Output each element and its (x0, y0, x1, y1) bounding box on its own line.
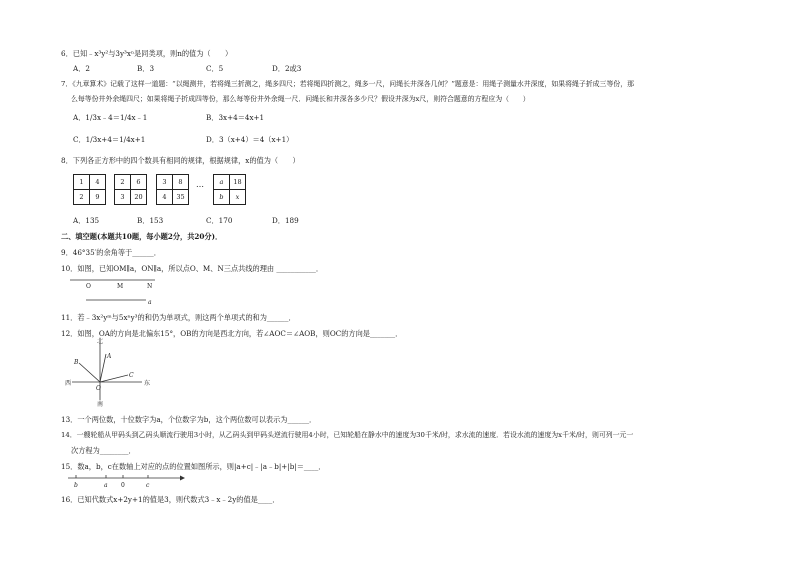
question-14-line2: 次方程为________． (71, 446, 136, 455)
arrow-icon (180, 476, 185, 481)
square-cell: 18 (230, 175, 246, 190)
question-9: 9．46°35′的余角等于______． (61, 248, 161, 257)
question-7-stem-line1: 7．《九章算术》记载了这样一道题：“以绳测井，若将绳三折测之，绳多四尺；若将绳四折测之，绳多一尺，问绳长井深各几何？”题意是：用绳子测量水井深度，如果将绳子折成三等份，那 (61, 80, 635, 88)
q10-figure (70, 276, 160, 306)
label-a: a (148, 299, 152, 306)
square-cell: 2 (74, 190, 90, 205)
question-14-line1: 14．一艘轮船从甲码头到乙码头顺流行驶用3小时，从乙码头到甲码头逆流行驶用4小时，已知轮船在静水中的速度为30千米/时，求水流的速度．若设水流的速度为x千米/时，则可列一元一 (61, 431, 634, 439)
q8-option-c: C．170 (206, 216, 233, 225)
question-11: 11．若﹣3x²yᵐ与5xⁿy³的和仍为单项式，则这两个单项式的和为______． (61, 313, 296, 322)
label-zero: 0 (121, 482, 125, 489)
question-15-stem: 15．数a，b，c在数轴上对应的点的位置如图所示，则|a+c|﹣|a﹣b|+|b|＝____． (61, 462, 326, 471)
question-12-stem: 12．如图，OA的方向是北偏东15°，OB的方向是西北方向，若∠AOC＝∠AOB，则OC的方向是_______． (61, 329, 403, 338)
label-o: O (86, 283, 91, 290)
question-6-stem: 6．已知﹣x³y²与3y³xⁿ是同类项，则n的值为（ ） (61, 49, 233, 58)
question-8-stem: 8．下列各正方形中的四个数具有相同的规律，根据规律，x的值为（ ） (61, 156, 300, 165)
number-square-1 (73, 174, 106, 205)
label-b: B (74, 359, 79, 366)
sequence-ellipsis: … (196, 180, 204, 189)
square-cell: 20 (131, 190, 147, 205)
q6-option-a: A．2 (73, 64, 90, 73)
square-cell: 1 (74, 175, 90, 190)
q8-option-b: B．153 (137, 216, 164, 225)
square-cell: 4 (157, 190, 173, 205)
square-cell: b (214, 190, 230, 205)
square-cell: 6 (131, 175, 147, 190)
q8-option-d: D．189 (272, 216, 299, 225)
label-north: 北 (97, 338, 104, 345)
ray-ob (79, 363, 100, 382)
square-cell: 3 (115, 190, 131, 205)
question-13: 13．一个两位数，十位数字为a，个位数字为b，这个两位数可以表示为______． (61, 415, 317, 424)
label-west: 西 (65, 380, 72, 387)
label-n: N (147, 283, 153, 290)
square-cell: 2 (115, 175, 131, 190)
q7-option-d: D．3（x+4）＝4（x+1） (206, 135, 294, 144)
number-square-4 (213, 174, 246, 205)
section-2-heading: 二、填空题(本题共10题，每小题2分，共20分)． (61, 232, 223, 241)
label-b: b (74, 482, 78, 489)
square-cell: a (214, 175, 230, 190)
q6-option-b: B．3 (137, 64, 155, 73)
label-a: a (104, 482, 108, 489)
q6-option-c: C．5 (206, 64, 224, 73)
label-c: C (129, 372, 134, 379)
ray-oa (100, 354, 106, 382)
label-m: M (117, 283, 124, 290)
label-c: c (146, 482, 150, 489)
square-cell: 9 (90, 190, 106, 205)
label-o: O (96, 385, 101, 392)
q8-option-a: A．135 (73, 216, 100, 225)
number-square-2 (114, 174, 147, 205)
square-cell: 4 (90, 175, 106, 190)
square-cell: 8 (173, 175, 189, 190)
label-a: A (107, 353, 112, 360)
ray-oc (100, 375, 128, 382)
q7-option-c: C．1/3x+4＝1/4x+1 (73, 135, 146, 144)
q7-option-a: A．1/3x﹣4＝1/4x﹣1 (73, 113, 148, 122)
square-cell: x (230, 190, 246, 205)
square-cell: 3 (157, 175, 173, 190)
question-16: 16．已知代数式x+2y+1的值是3，则代数式3﹣x﹣2y的值是____． (61, 495, 280, 504)
question-7-stem-line2: 么每等份井外余绳四尺；如果将绳子折成四等份，那么每等份井外余绳一尺．问绳长和井深各多少尺？假设井深为x尺，则符合题意的方程应为（ ） (71, 95, 530, 103)
q15-number-line (68, 474, 188, 492)
q7-option-b: B．3x+4＝4x+1 (206, 113, 265, 122)
question-10-stem: 10．如图，已知OM∥a，ON∥a，所以点O、M、N三点共线的理由 ___________． (61, 264, 324, 273)
square-cell: 35 (173, 190, 189, 205)
q12-compass-figure (62, 338, 158, 406)
label-south: 南 (97, 401, 104, 408)
label-east: 东 (144, 380, 151, 387)
number-square-3 (156, 174, 189, 205)
q6-option-d: D．2或3 (272, 64, 302, 73)
